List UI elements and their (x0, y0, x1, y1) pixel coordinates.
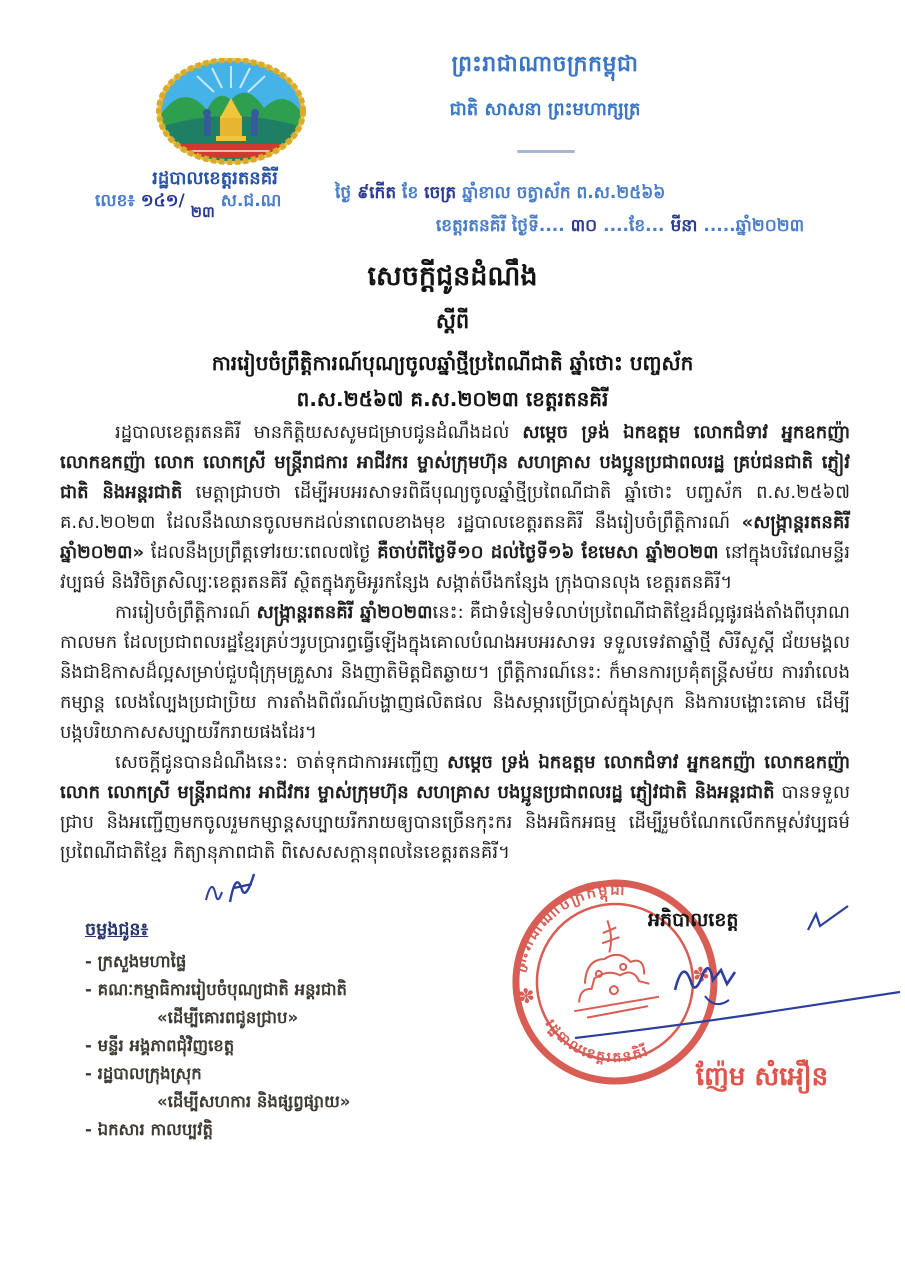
date1-printed-2: ខែ (402, 183, 419, 203)
cc-item-departments: - មន្ទីរ អង្គភាពជុំវិញខេត្ត (85, 1036, 235, 1055)
date1-handwritten-2: ចេត្រ (424, 183, 457, 203)
provincial-emblem-logo (152, 58, 310, 168)
lunar-date-line (335, 182, 885, 207)
notice-title: សេចក្ដីជូនដំណឹង (367, 261, 538, 292)
motto-divider (517, 150, 575, 153)
cc-note-respect: «ដើម្បីគោរពជូនជ្រាប» (157, 1008, 299, 1027)
body-paragraph-1 (60, 418, 850, 598)
national-motto: ជាតិ សាសនា ព្រះមហាក្សត្រ (449, 99, 641, 120)
office-name: រដ្ឋបាលខេត្តរតនគិរី (152, 168, 278, 189)
governor-title: អភិបាលខេត្ត (648, 909, 739, 931)
ref-suffix: ស.ជ.ណ (220, 191, 282, 211)
date1-printed-3: ឆ្នាំខាល ចត្វាស័ក ព.ស.២៥៦៦ (462, 183, 666, 203)
subject-label: ស្ដីពី (435, 309, 470, 333)
provincial-emblem-graphic (152, 58, 310, 168)
p3-run-0: សេចក្ដីជូនបានដំណឹងនេះ: ចាត់ទុកជាការអញ្ជើញ (115, 752, 448, 773)
cc-item-municipal: - រដ្ឋបាលក្រុងស្រុក (85, 1064, 202, 1083)
p1-run-4: ដែលនឹងប្រព្រឹត្តទៅរយៈពេល៧ថ្ងៃ (144, 542, 378, 563)
p1-run-0: រដ្ឋបាលខេត្តរតនគិរី មានកិត្តិយសសូមជម្រាបជូនដំណឹងដល់ (115, 422, 523, 443)
cc-note-cooperate: «ដើម្បីសហការ និងផ្សព្វផ្សាយ» (157, 1092, 351, 1111)
p1-run-2: មេត្តាជ្រាបថា ដើម្បីអបអរសាទរពិធីបុណ្យចូលឆ្នាំថ្មីប្រពៃណីជាតិ ឆ្នាំថោះ បញ្ចស័ក ព.ស.២៥៦៧ គ.ស.២០២៣ ដែលនឹងឈានចូលមកដល់នាពេលខាងមុខ រដ្ឋបាលខេត្តរតនគិរី នឹងរៀបចំព្រឹត្តិការណ៍ (60, 482, 851, 533)
stamp-star-left: ✽ (516, 982, 537, 1009)
date2-printed-3: .....ឆ្នាំ២០២៣ (703, 216, 805, 236)
stamp-star-right: ✽ (691, 961, 711, 988)
p1-run-6: នៅក្នុងបរិវេណមន្ទីរវប្បធម៌ និងវិចិត្រសិល្បៈខេត្តរតនគិរី ស្ថិតក្នុងភូមិអូរកន្សែង សង្កាត់បឹងកន្សែង ក្រុងបានលុង ខេត្តរតនគិរី។ (60, 542, 850, 593)
p3-run-2: បានទទួលជ្រាប និងអញ្ជើញមកចូលរួមកម្សាន្តសប្បាយរីករាយឲ្យបានច្រើនកុះករ និងអធិកអធម្ម ដើម្បីរួមចំណែកលើកកម្ពស់វប្បធម៌ ប្រពៃណីជាតិខ្មែរ កិត្យានុភាពជាតិ ពិសេសសក្ដានុពលនៃខេត្តរតនគិរី។ (60, 782, 850, 863)
p1-run-3: «សង្ក្រាន្តរតនគិរី ឆ្នាំ២០២៣» (60, 512, 850, 563)
cc-item-ministry: - ក្រសួងមហាផ្ទៃ (85, 952, 187, 971)
p1-run-5: គឺចាប់ពីថ្ងៃទី១០ ដល់ថ្ងៃទី១៦ ខែមេសា ឆ្នាំ២០២៣ (377, 542, 719, 563)
date2-printed-2: ....ខែ... (603, 216, 665, 236)
subject-line: ការរៀបចំព្រឹត្តិការណ៍បុណ្យចូលឆ្នាំថ្មីប្រពៃណីជាតិ ឆ្នាំថោះ បញ្ចស័ក (211, 351, 694, 375)
cc-item-committee: - គណៈកម្មាធិការរៀបចំបុណ្យជាតិ អន្តរជាតិ (85, 980, 348, 999)
p3-run-1: សម្ដេច ទ្រង់ ឯកឧត្ដម លោកជំទាវ អ្នកឧកញ៉ា លោកឧកញ៉ា លោក លោកស្រី មន្ត្រីរាជការ អាជីវករ ម្ចាស់ក្រុមហ៊ុន សហគ្រាស បងប្អូនប្រជាពលរដ្ឋ ភ្ញៀវជាតិ និងអន្តរជាតិ (60, 752, 850, 803)
kingdom-title: ព្រះរាជាណាចក្រកម្ពុជា (451, 52, 639, 77)
subject-year-line: ព.ស.២៥៦៧ គ.ស.២០២៣ ខេត្តរតនគិរី (296, 387, 609, 411)
cc-item-archive: - ឯកសារ កាលប្បវត្តិ (85, 1120, 213, 1139)
date2-handwritten-month: មីនា (670, 216, 698, 236)
ref-year-handwritten: ២៣ (190, 203, 215, 221)
p1-run-1: សម្ដេច ទ្រង់ ឯកឧត្ដម លោកជំទាវ អ្នកឧកញ៉ា លោកឧកញ៉ា លោក លោកស្រី មន្ត្រីរាជការ អាជីវករ ម្ចាស់ក្រុមហ៊ុន សហគ្រាស បងប្អូនប្រជាពលរដ្ឋ គ្រប់ជនជាតិ ភ្ញៀវជាតិ និងអន្តរជាតិ (60, 422, 850, 503)
p2-run-1: សង្ក្រាន្តរតនគិរី ឆ្នាំ២០២៣ (256, 602, 433, 623)
ref-number-handwritten: ១៤១/ (140, 191, 185, 211)
body-paragraph-3 (60, 748, 850, 868)
stamp-top-arc-text: ព្រះរាជាណាចក្រកម្ពុជា (509, 880, 627, 974)
ref-label: លេខ៖ (95, 191, 141, 211)
stamp-bottom-arc-text: រដ្ឋបាលខេត្តរតនគិរី (541, 1016, 653, 1067)
date2-printed-1: ខេត្តរតនគិរី ថ្ងៃទី.... (435, 216, 565, 236)
p2-run-0: ការរៀបចំព្រឹត្តិការណ៍ (115, 602, 257, 623)
p2-run-2: នេះ: គឺជាទំនៀមទំលាប់ប្រពៃណីជាតិខ្មែរដ៏ល្អផូរផង់តាំងពីបុរាណកាលមក ដែលប្រជាពលរដ្ឋខ្មែរគ្រប់ៗរូបប្រារព្ធធ្វើឡើងក្នុងគោលបំណងអបអរសាទរ ទទួលទេវតាឆ្នាំថ្មី សិរីសួស្ដី ជ័យមង្គល និងជាឱកាសដ៏ល្អសម្រាប់ជួបជុំក្រុមគ្រួសារ និងញាតិមិត្តជិតឆ្ងាយ។ ព្រឹត្តិការណ៍នេះ: ក៏មានការប្រគុំតន្ត្រីសម័យ ការរាំលេងកម្សាន្ត លេងល្បែងប្រជាប្រិយ ការតាំងពិព័រណ៍បង្ហាញផលិតផល និងសម្ភារប្រើប្រាស់ក្នុងស្រុក និងការបង្ហោះគោម ដើម្បីបង្កបរិយាកាសសប្បាយរីករាយផងដែរ។ (60, 602, 851, 743)
date1-handwritten-1: ៩កើត (357, 183, 397, 203)
handwritten-initials (196, 866, 266, 908)
place-date-line (360, 215, 880, 240)
cc-heading: ចម្លងជូន៖ (85, 920, 149, 940)
cc-block (85, 916, 505, 1144)
body-paragraph-2 (60, 598, 850, 748)
letter-body (60, 418, 850, 868)
reference-number-line (95, 190, 282, 221)
date1-printed-1: ថ្ងៃ (335, 183, 358, 203)
signature (555, 930, 905, 1060)
date2-handwritten-day: ៣០ (570, 216, 598, 236)
signer-name: ញ៉ែម សំអឿន (695, 1062, 829, 1092)
